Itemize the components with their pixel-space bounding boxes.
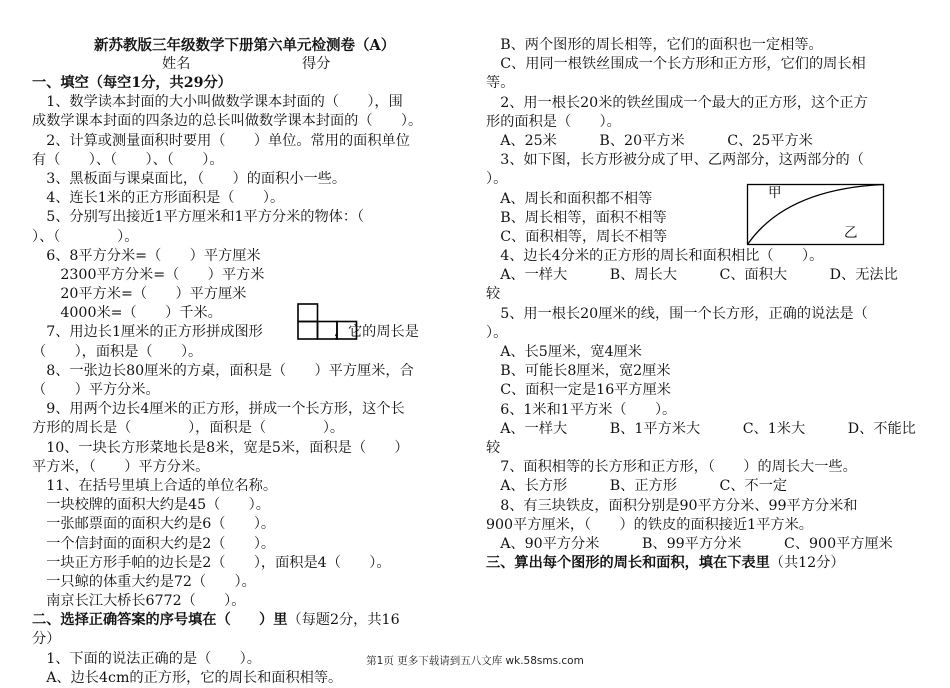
right-text-line: A、一样大 B、1平方米大 C、1米大 D、不能比 xyxy=(486,420,916,437)
left-text-line: 20平方米=（ ）平方厘米 xyxy=(32,286,247,303)
right-text-line: 6、1米和1平方米（ ）。 xyxy=(486,401,677,418)
left-text-line: 6、8平方分米=（ ）平方厘米 xyxy=(32,247,261,264)
left-text-line: 一个信封面的面积大约是2（ ）。 xyxy=(32,535,276,552)
left-text-line: A、边长4cm的正方形，它的周长和面积相等。 xyxy=(32,669,343,686)
right-text-line: 7、面积相等的长方形和正方形，（ ）的周长大一些。 xyxy=(486,459,857,476)
divided-rectangle-figure xyxy=(746,183,886,247)
left-text-line: 5、分别写出接近1平方厘米和1平方分米的物体：（ xyxy=(32,209,365,226)
right-text-line: 2、用一根长20米的铁丝围成一个最大的正方形，这个正方 xyxy=(486,94,868,111)
right-text-line: C、用同一根铁丝围成一个长方形和正方形，它们的周长相 xyxy=(486,56,866,73)
right-text-line: 较 xyxy=(486,439,501,456)
right-text-line: B、可能长8厘米，宽2厘米 xyxy=(486,363,671,380)
right-text-line: A、长5厘米，宽4厘米 xyxy=(486,344,642,360)
left-column xyxy=(32,74,456,688)
section-3-heading-points: （共12分） xyxy=(769,555,845,572)
right-text-line: B、周长相等，面积不相等 xyxy=(486,209,667,226)
right-text-line: C、面积一定是16平方厘米 xyxy=(486,382,671,399)
left-text-line: 4000米=（ ）千米。 xyxy=(32,305,222,322)
page-footer: 第1页 更多下载请到五八文库 wk.58sms.com xyxy=(366,655,584,667)
left-text-line: 11、在括号里填上合适的单位名称。 xyxy=(32,477,278,494)
left-text-line: 10、一块长方形菜地长是8米，宽是5米，面积是（ ） xyxy=(32,439,409,456)
section-3-heading-title: 三、算出每个图形的周长和面积，填在下表里 xyxy=(486,555,770,572)
section-2-heading-title: 二、选择正确答案的序号填在（ ）里 xyxy=(32,612,288,629)
left-text-line: （ ），面积是（ ）。 xyxy=(32,343,203,360)
left-text-line: 2、计算或测量面积时要用（ ）单位。常用的面积单位 xyxy=(32,132,410,149)
left-text-line: 1、下面的说法正确的是（ ）。 xyxy=(32,650,261,667)
left-text-line: 2300平方分米=（ ）平方米 xyxy=(32,266,265,283)
left-text-line: 1、数学读本封面的大小叫做数学课本封面的（ ），围 xyxy=(32,94,403,111)
left-text-line: 一张邮票面的面积大约是6（ ）。 xyxy=(32,516,276,533)
left-text-line: ）、（ ）。 xyxy=(32,228,139,245)
right-text-line: 4、边长4分米的正方形的周长和面积相比（ ）。 xyxy=(486,248,824,265)
left-text-line: 平方米，（ ）平方分米。 xyxy=(32,458,210,475)
left-text-line: 成数学课本封面的四条边的总长叫做数学课本封面的（ ）。 xyxy=(32,113,423,130)
left-text-line: 南京长江大桥长6772（ ）。 xyxy=(32,593,246,610)
right-text-line: 形的面积是（ ）。 xyxy=(486,113,621,130)
name-label: 姓名 xyxy=(162,56,191,73)
left-text-line: 3、黑板面与课桌面比，（ ）的面积小一些。 xyxy=(32,170,347,187)
right-text-line: 等。 xyxy=(486,75,515,92)
right-text-line: ）。 xyxy=(486,171,508,188)
right-column xyxy=(486,36,916,573)
name-score-line xyxy=(32,55,456,74)
right-text-line: C、面积相等，周长不相等 xyxy=(486,228,668,245)
right-text-line: 5、用一根长20厘米的线，围一个长方形，正确的说法是（ xyxy=(486,305,868,322)
right-text-line: A、长方形 B、正方形 C、不一定 xyxy=(486,478,788,495)
right-text-line: A、一样大 B、周长大 C、面积大 D、无法比 xyxy=(486,267,898,284)
right-text-line: B、两个图形的周长相等，它们的面积也一定相等。 xyxy=(486,37,823,53)
right-text-line: 900平方厘米，（ ）的铁皮的面积接近1平方米。 xyxy=(486,516,813,533)
left-text-line: （ ）平方分米。 xyxy=(32,382,160,398)
left-text-line: 分） xyxy=(32,631,61,648)
right-text-line: A、周长和面积都不相等 xyxy=(486,190,653,207)
left-text-line: 方形的周长是（ ），面积是（ ）。 xyxy=(32,420,345,437)
section-2-heading-points: （每题2分，共16 xyxy=(287,612,400,629)
right-text-line: A、90平方分米 B、99平方分米 C、900平方厘米 xyxy=(486,535,893,552)
left-text-line: 有（ ）、（ ）、（ ）。 xyxy=(32,151,224,168)
page-title: 新苏教版三年级数学下册第六单元检测卷（A） xyxy=(94,37,396,54)
score-label: 得分 xyxy=(302,56,331,73)
left-text-line: 一块校牌的面积大约是45（ ）。 xyxy=(32,497,270,514)
right-text-line: 8、有三块铁皮，面积分别是90平方分米、99平方分米和 xyxy=(486,497,858,514)
left-text-line: 一块正方形手帕的边长是2（ ），面积是4（ ）。 xyxy=(32,554,391,571)
left-text-line: 一只鲸的体重大约是72（ ）。 xyxy=(32,573,256,590)
right-text-line: A、25米 B、20平方米 C、25平方米 xyxy=(486,132,813,149)
section-1-heading: 一、填空（每空1分，共29分） xyxy=(32,75,232,91)
region-jia-label: 甲 xyxy=(768,185,782,201)
section-2-heading xyxy=(32,611,456,630)
left-text-line: 4、连长1米的正方形面积是（ ）。 xyxy=(32,190,285,207)
right-text-line: 3、如下图，长方形被分成了甲、乙两部分，这两部分的（ xyxy=(486,152,864,169)
right-text-line: 较 xyxy=(486,286,501,303)
left-text-line: 7、用边长1厘米的正方形拼成图形 ，它的周长是 xyxy=(32,324,419,341)
left-text-line: 8、一张边长80厘米的方桌，面积是（ ）平方厘米，合 xyxy=(32,362,414,379)
right-text-line: ）。 xyxy=(486,324,508,341)
left-text-line: 9、用两个边长4厘米的正方形，拼成一个长方形，这个长 xyxy=(32,401,405,418)
square-tile-figure xyxy=(297,303,359,341)
region-yi-label: 乙 xyxy=(844,225,858,241)
section-3-heading xyxy=(486,554,916,573)
